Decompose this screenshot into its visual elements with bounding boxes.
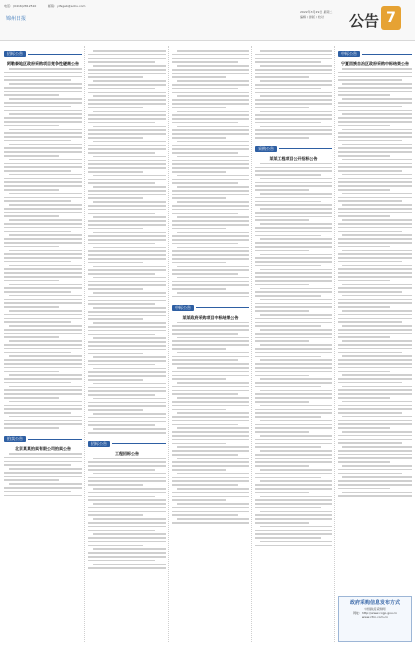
category-tag: 拍卖公告 bbox=[4, 436, 26, 442]
column-header bbox=[88, 440, 166, 448]
article-body bbox=[172, 322, 249, 524]
section-title: 公告 bbox=[348, 12, 379, 30]
category-tag: 招标公告 bbox=[4, 51, 26, 57]
column-5 bbox=[338, 50, 412, 499]
header-email: 邮箱：yifsgeb@sohu.com bbox=[48, 4, 86, 8]
masthead-logo: 锦州日报 bbox=[6, 16, 27, 22]
article-body bbox=[4, 453, 82, 496]
category-tag: 招标公告 bbox=[88, 441, 110, 447]
ad-box bbox=[338, 596, 412, 642]
article-title: 工程招标公告 bbox=[115, 450, 139, 456]
column-divider bbox=[334, 46, 335, 642]
article-title: 阿勒泰地区政府采购项目竞争性磋商公告 bbox=[7, 61, 79, 66]
article-title: 某某政府采购项目中标结果公告 bbox=[182, 314, 239, 320]
ad-line: 中国政府采购网 bbox=[364, 607, 386, 611]
article-title: 宁夏回族自治区政府采购中标结果公告 bbox=[341, 61, 409, 66]
header-date: 2022年3月29日 星期二 bbox=[300, 10, 333, 14]
ad-title: 政府采购信息发布方式 bbox=[349, 600, 400, 606]
column-header bbox=[338, 50, 412, 58]
article-title: 北京某某拍卖有限公司拍卖公告 bbox=[15, 446, 71, 451]
column-4 bbox=[255, 50, 332, 548]
page-header bbox=[0, 0, 415, 41]
column-1 bbox=[4, 50, 82, 498]
column-header bbox=[4, 435, 82, 443]
column-header bbox=[4, 50, 82, 58]
category-tag: 采购公告 bbox=[255, 146, 277, 152]
header-editor: 编辑 / 排版 / 校对 bbox=[300, 15, 324, 19]
ad-line: www.cfcn.com.cn bbox=[361, 615, 389, 619]
article-body bbox=[4, 68, 82, 429]
ad-line: 网址：http://www.ccgp.gov.cn bbox=[352, 611, 398, 615]
column-divider bbox=[168, 46, 169, 642]
column-header bbox=[255, 145, 332, 153]
column-divider bbox=[84, 46, 85, 642]
column-2 bbox=[88, 50, 166, 571]
category-tag: 中标公告 bbox=[172, 305, 194, 311]
article-body bbox=[88, 458, 166, 569]
article-body bbox=[88, 50, 166, 434]
article-body bbox=[172, 50, 249, 297]
article-body bbox=[338, 68, 412, 497]
column-divider bbox=[251, 46, 252, 642]
article-body bbox=[255, 163, 332, 547]
category-tag: 中标公告 bbox=[338, 51, 360, 57]
column-3 bbox=[172, 50, 249, 526]
article-title: 某某工程项目公开招标公告 bbox=[269, 155, 318, 161]
header-phone: 电话：(0416)2812510 bbox=[4, 4, 37, 8]
page-number-badge: 7 bbox=[381, 6, 401, 30]
column-header bbox=[172, 304, 249, 312]
article-body bbox=[255, 50, 332, 139]
